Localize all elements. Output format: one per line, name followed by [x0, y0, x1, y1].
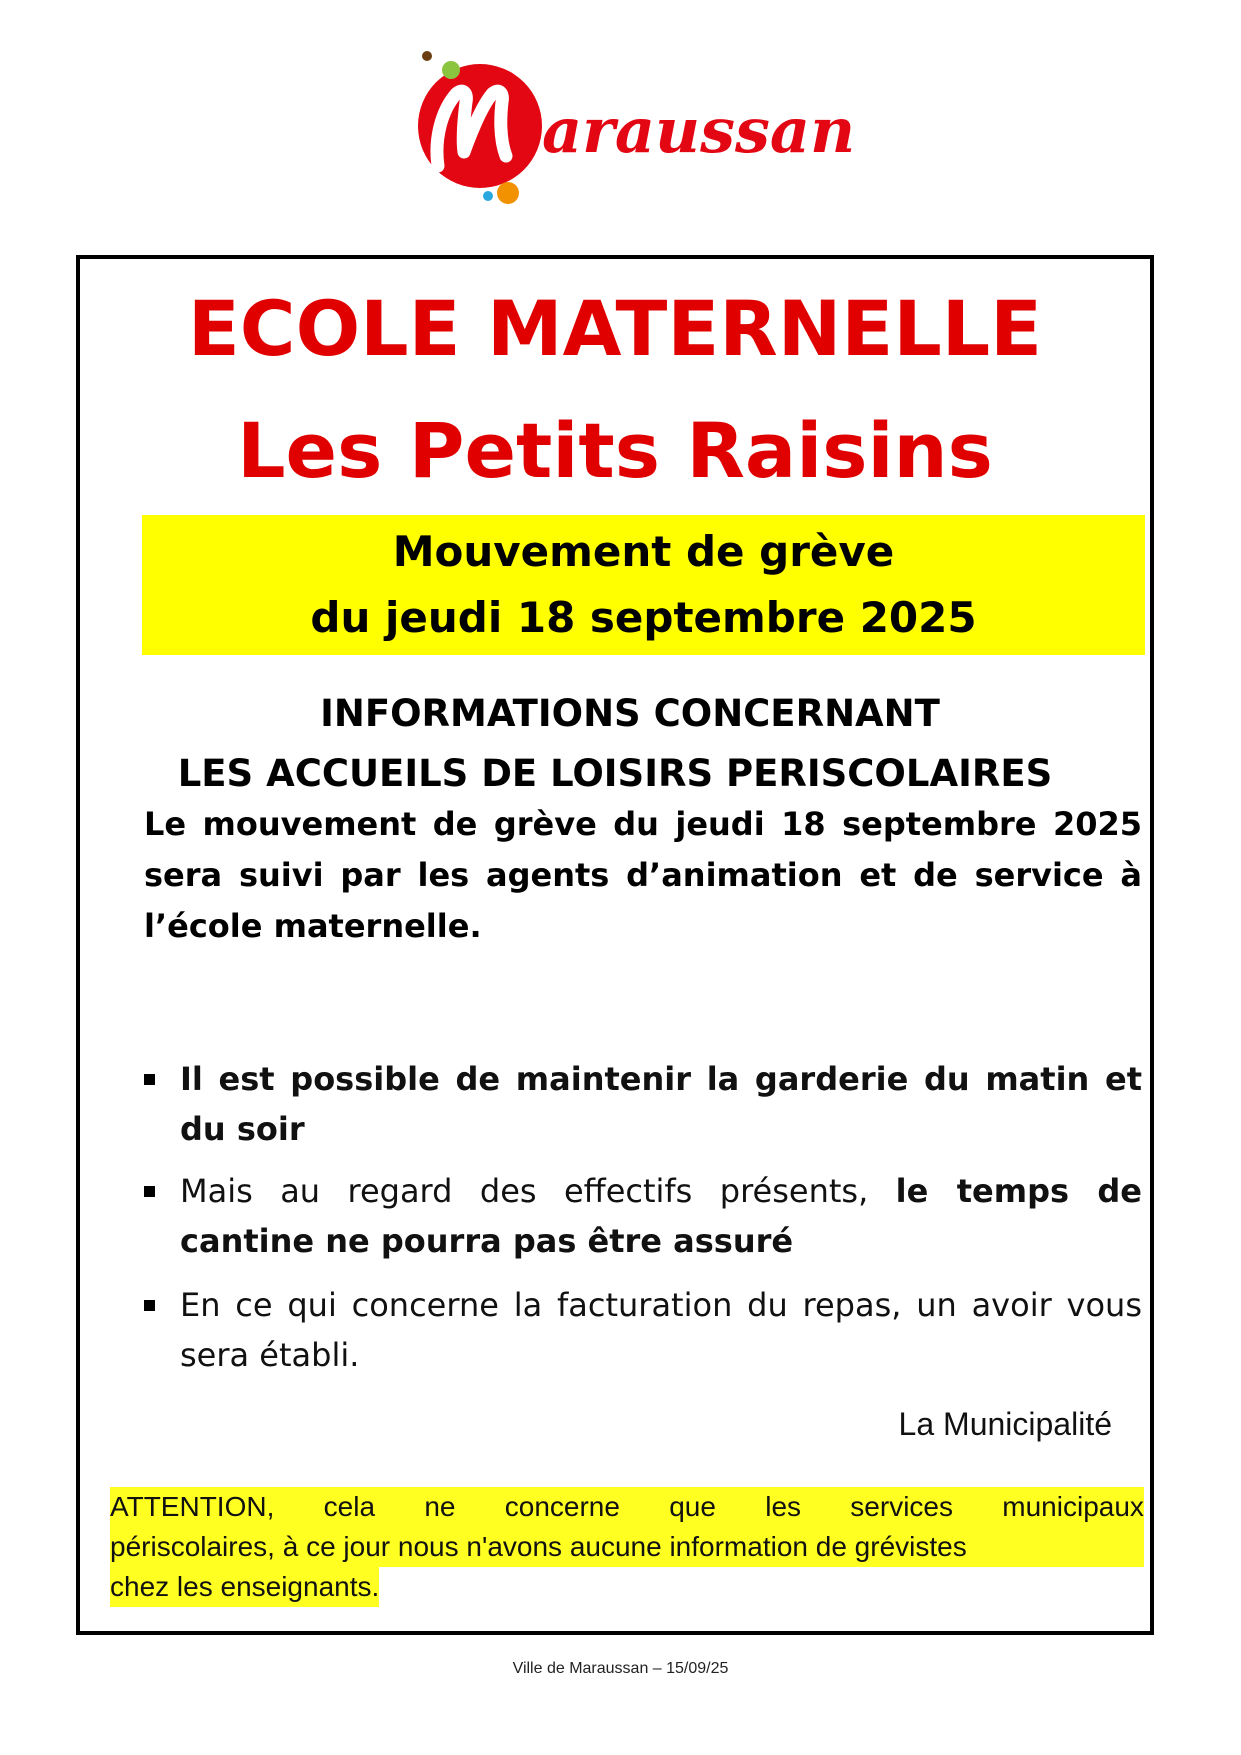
info-heading-line2: LES ACCUEILS DE LOISIRS PERISCOLAIRES — [177, 752, 1053, 795]
footer-text: Ville de Maraussan – 15/09/25 — [512, 1660, 729, 1677]
attention-word: ATTENTION, — [110, 1491, 275, 1522]
maraussan-logo — [390, 48, 860, 208]
logo-wordmark: araussan — [542, 94, 856, 167]
strike-heading: Mouvement de grève — [392, 527, 895, 576]
attention-line3: chez les enseignants. — [110, 1567, 379, 1607]
attention-word: les — [765, 1491, 802, 1522]
logo-orange-dot — [497, 182, 519, 204]
bullet-square-icon — [144, 1074, 155, 1085]
paragraph-line: sera suivi par les agents d’animation et de service à — [144, 856, 1142, 894]
bullet-text-normal: Mais au regard des effectifs présents, — [180, 1172, 896, 1210]
signature: La Municipalité — [898, 1406, 1112, 1442]
attention-word: ne — [424, 1491, 456, 1522]
logo-green-dot — [442, 61, 460, 79]
attention-word: concerne — [504, 1491, 620, 1522]
attention-word: municipaux — [1002, 1491, 1144, 1522]
school-name: Les Petits Raisins — [237, 406, 993, 495]
attention-line2: périscolaires, à ce jour nous n'avons aucune information de grévistes — [110, 1527, 1144, 1567]
attention-word: cela — [323, 1491, 376, 1522]
attention-word: services — [850, 1491, 953, 1522]
bullet-item — [144, 1166, 1142, 1266]
bullet-text-bold: le temps de cantine ne pourra pas être assuré — [180, 1172, 1143, 1260]
strike-paragraph — [144, 799, 1142, 952]
strike-banner — [142, 515, 1145, 655]
bullet-square-icon — [144, 1186, 155, 1197]
bullet-list — [144, 1054, 1142, 1392]
info-heading-line1: INFORMATIONS CONCERNANT — [320, 692, 940, 735]
logo-graphic — [390, 48, 860, 208]
bullet-text: En ce qui concerne la facturation du repas, un avoir vous sera établi. — [180, 1286, 1142, 1374]
bullet-item — [144, 1054, 1142, 1154]
bullet-text: Il est possible de maintenir la garderie du matin et du soir — [180, 1060, 1142, 1148]
strike-date: du jeudi 18 septembre 2025 — [310, 593, 977, 642]
paragraph-line: Le mouvement de grève du jeudi 18 septembre 2025 — [144, 805, 1142, 843]
bullet-square-icon — [144, 1300, 155, 1311]
bullet-item — [144, 1280, 1142, 1380]
attention-word: que — [669, 1491, 716, 1522]
attention-line1 — [110, 1487, 1144, 1527]
paragraph-line: l’école maternelle. — [144, 907, 482, 945]
attention-note — [110, 1487, 1144, 1607]
logo-blue-dot — [483, 191, 493, 201]
notice-frame — [76, 255, 1154, 1635]
logo-brown-dot — [422, 51, 432, 61]
school-title: ECOLE MATERNELLE — [187, 284, 1043, 373]
